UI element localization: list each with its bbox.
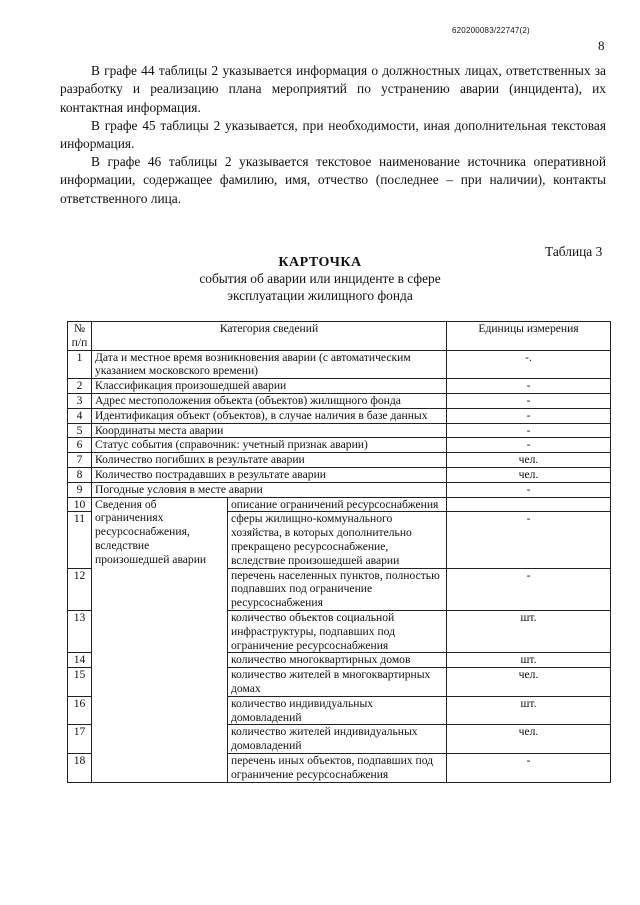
row-units: шт. (447, 696, 611, 725)
row-category: количество объектов социальной инфраструктуры, подпавших под ограничение ресурсоснабжения (228, 610, 447, 652)
row-number: 12 (68, 568, 92, 610)
row-category: Идентификация объект (объектов), в случае наличия в базе данных (92, 408, 447, 423)
row-category: Количество погибших в результате аварии (92, 453, 447, 468)
table-row (68, 379, 611, 394)
row-units: - (447, 753, 611, 782)
page-number: 8 (598, 38, 605, 53)
row-units: чел. (447, 668, 611, 697)
row-units: -. (447, 350, 611, 379)
group-label-resource-limits: Сведения об ограничениях ресурсоснабжения, вследствие произошедшей аварии (92, 497, 228, 782)
row-units: - (447, 408, 611, 423)
table-row (68, 393, 611, 408)
table-row (68, 453, 611, 468)
header-number: № п/п (68, 322, 92, 351)
row-units: чел. (447, 467, 611, 482)
table-row (68, 482, 611, 497)
row-category: Классификация произошедшей аварии (92, 379, 447, 394)
row-number: 4 (68, 408, 92, 423)
row-category: перечень иных объектов, подпавших под ограничение ресурсоснабжения (228, 753, 447, 782)
row-units: - (447, 568, 611, 610)
table-label: Таблица 3 (545, 244, 603, 259)
row-units: - (447, 379, 611, 394)
table-row (68, 497, 611, 512)
row-number: 9 (68, 482, 92, 497)
row-category: Погодные условия в месте аварии (92, 482, 447, 497)
row-number: 5 (68, 423, 92, 438)
row-number: 16 (68, 696, 92, 725)
row-number: 14 (68, 653, 92, 668)
table-row (68, 438, 611, 453)
row-number: 8 (68, 467, 92, 482)
card-subtitle-line-2: эксплуатации жилищного фонда (227, 288, 413, 303)
row-category: количество индивидуальных домовладений (228, 696, 447, 725)
row-units: - (447, 482, 611, 497)
row-units: шт. (447, 653, 611, 668)
row-number: 6 (68, 438, 92, 453)
header-category: Категория сведений (92, 322, 447, 351)
document-id: 620200083/22747(2) (452, 26, 530, 35)
card-title: КАРТОЧКА (278, 255, 362, 270)
row-number: 11 (68, 512, 92, 568)
row-category: Координаты места аварии (92, 423, 447, 438)
row-number: 3 (68, 393, 92, 408)
row-category: Адрес местоположения объекта (объектов) жилищного фонда (92, 393, 447, 408)
row-category: количество жителей в многоквартирных домах (228, 668, 447, 697)
card-subtitle-line-1: события об аварии или инциденте в сфере (199, 271, 441, 286)
paragraph-column-46: В графе 46 таблицы 2 указывается текстовое наименование источника оперативной информации, содержащее фамилию, имя, отчество (последнее – при наличии), контакты ответственного лица. (60, 154, 606, 206)
row-category: сферы жилищно-коммунального хозяйства, в которых дополнительно прекращено ресурсоснабжение, вследствие произошедшей аварии (228, 512, 447, 568)
table-row (68, 467, 611, 482)
row-units: - (447, 393, 611, 408)
row-number: 18 (68, 753, 92, 782)
row-number: 13 (68, 610, 92, 652)
event-card-table (67, 321, 611, 783)
header-units: Единицы измерения (447, 322, 611, 351)
row-category: количество жителей индивидуальных домовладений (228, 725, 447, 754)
row-category: Количество пострадавших в результате аварии (92, 467, 447, 482)
table-header-row (68, 322, 611, 351)
table-row (68, 408, 611, 423)
row-units: чел. (447, 725, 611, 754)
row-number: 1 (68, 350, 92, 379)
row-units: - (447, 438, 611, 453)
row-units: чел. (447, 453, 611, 468)
row-category: Дата и местное время возникновения аварии (с автоматическим указанием московского времени) (92, 350, 447, 379)
row-units (447, 497, 611, 512)
row-category: Статус события (справочник: учетный признак аварии) (92, 438, 447, 453)
row-category: перечень населенных пунктов, полностью подпавших под ограничение ресурсоснабжения (228, 568, 447, 610)
table-row (68, 350, 611, 379)
row-number: 17 (68, 725, 92, 754)
row-category: описание ограничений ресурсоснабжения (228, 497, 447, 512)
row-units: шт. (447, 610, 611, 652)
row-number: 7 (68, 453, 92, 468)
row-units: - (447, 423, 611, 438)
row-category: количество многоквартирных домов (228, 653, 447, 668)
row-number: 15 (68, 668, 92, 697)
row-number: 2 (68, 379, 92, 394)
paragraph-column-45: В графе 45 таблицы 2 указывается, при необходимости, иная дополнительная текстовая информация. (60, 118, 606, 152)
table-row (68, 423, 611, 438)
row-number: 10 (68, 497, 92, 512)
paragraph-column-44: В графе 44 таблицы 2 указывается информация о должностных лицах, ответственных за разработку и реализацию плана мероприятий по устранению аварии (инцидента), их контактная информация. (60, 63, 606, 115)
row-units: - (447, 512, 611, 568)
